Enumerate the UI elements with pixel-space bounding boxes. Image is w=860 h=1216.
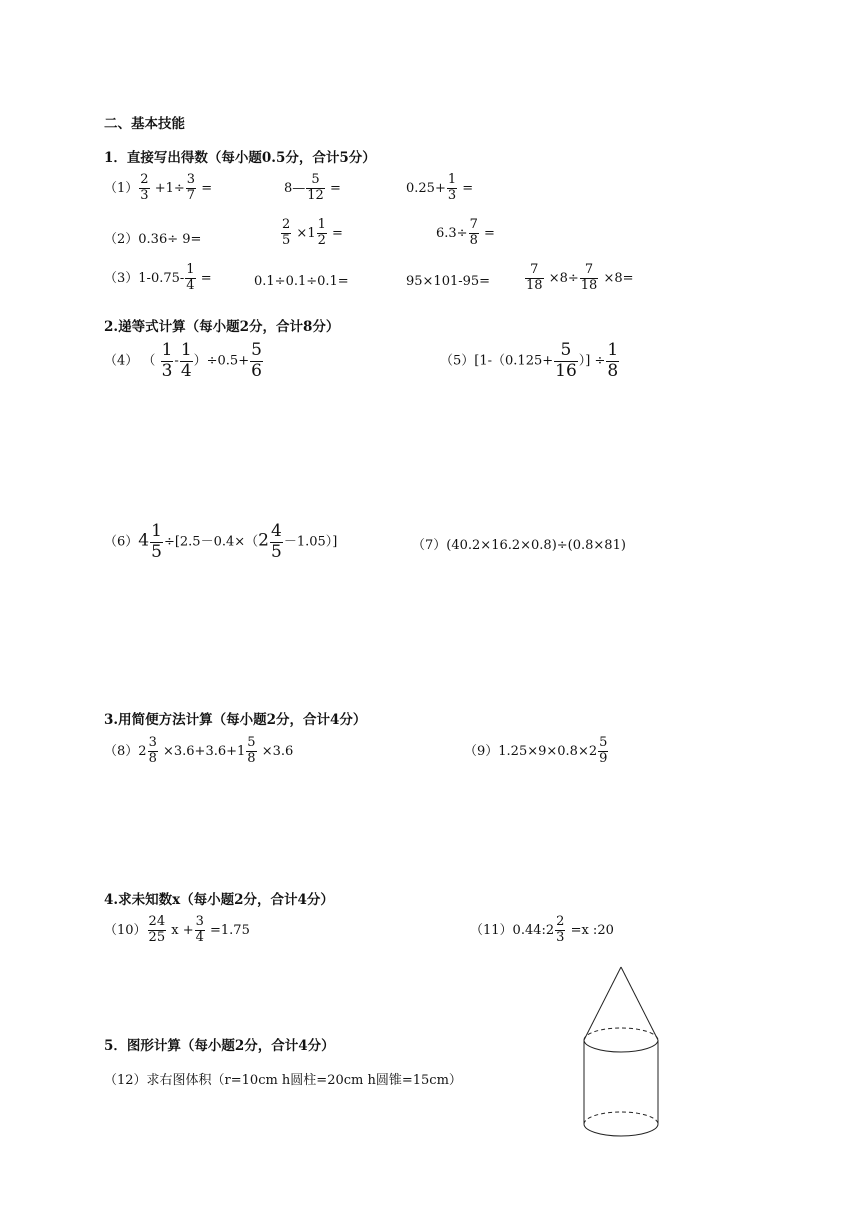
q2b: $\frac{2}{5}$ ×1 $\frac{1}{2}$ = (282, 217, 343, 248)
q4: （4） （ $\frac{1}{3}$ - $\frac{1}{4}$ ）÷0.5+ $\frac{5}{6}$ (104, 340, 262, 381)
q1b: 8— $\frac{5}{12}$ = (284, 172, 341, 203)
q3d: $\frac{7}{18}$ ×8÷ $\frac{7}{18}$ ×8= (526, 262, 634, 293)
q3a: （3）1-0.75- $\frac{1}{4}$ = (104, 262, 212, 293)
q11: （11）0.44:2 $\frac{2}{3}$ =x :20 (470, 914, 614, 945)
q2a: （2）0.36÷ 9= (104, 232, 202, 247)
q1a: （1） $\frac{2}{3}$ +1÷ $\frac{3}{7}$ = (104, 172, 213, 203)
q6: （6）4 $\frac{1}{5}$ ÷[2.5－0.4×（2 $\frac{4}{5}$ －1.05）] (104, 521, 338, 562)
q9: （9）1.25×9×0.8×2 $\frac{5}{9}$ (464, 735, 608, 766)
q10: （10） $\frac{24}{25}$ x + $\frac{3}{4}$ =1.75 (104, 914, 250, 945)
bottom-ellipse-back (584, 1112, 658, 1124)
s1-title: 1．直接写出得数（每小题0.5分，合计5分） (104, 150, 376, 166)
q2c: 6.3÷ $\frac{7}{8}$ = (436, 217, 495, 248)
q12: （12）求右图体积（r=10cm h圆柱=20cm h圆锥=15cm） (104, 1073, 462, 1088)
s3-title: 3.用简便方法计算（每小题2分，合计4分） (104, 712, 367, 728)
q5: （5）[1-（0.125+ $\frac{5}{16}$ ）] ÷ $\frac{1}{8}$ (440, 340, 619, 381)
bottom-ellipse-front (584, 1124, 658, 1136)
q7: （7）(40.2×16.2×0.8)÷(0.8×81) (412, 538, 626, 553)
q8: （8）2 $\frac{3}{8}$ ×3.6+3.6+1 $\frac{5}{8}$ ×3.6 (104, 735, 294, 766)
s5-title: 5．图形计算（每小题2分，合计4分） (104, 1038, 335, 1054)
top-ellipse-front (584, 1040, 658, 1052)
cone-left-edge (584, 967, 621, 1040)
q3b: 0.1÷0.1÷0.1= (254, 274, 349, 289)
top-ellipse-back (584, 1028, 658, 1040)
q3c: 95×101-95= (406, 274, 491, 289)
q1c: 0.25+ $\frac{1}{3}$ = (406, 172, 474, 203)
cone-right-edge (621, 967, 658, 1040)
s4-title: 4.求未知数x（每小题2分，合计4分） (104, 892, 334, 908)
section-title: 二、基本技能 (104, 116, 185, 132)
cone-cylinder-figure (576, 962, 666, 1142)
s2-title: 2.递等式计算（每小题2分，合计8分） (104, 319, 340, 335)
